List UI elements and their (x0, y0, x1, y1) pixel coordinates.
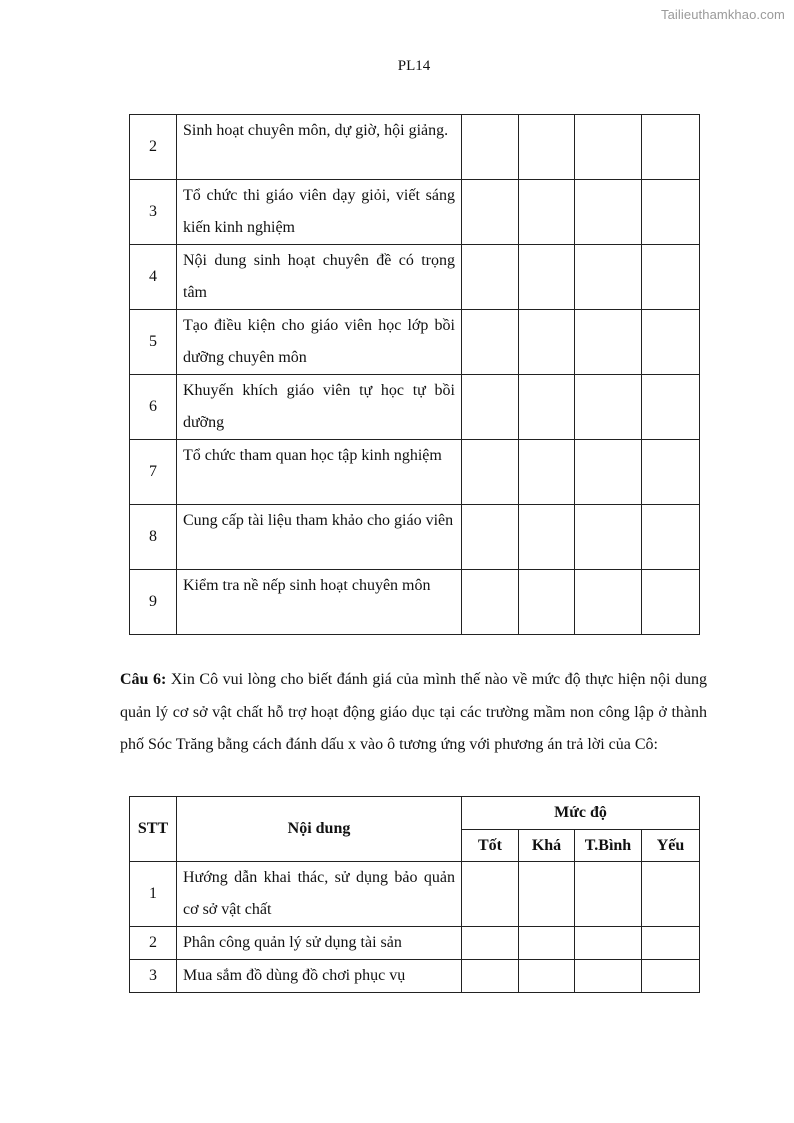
rating-cell[interactable] (575, 375, 642, 440)
question-6 (120, 664, 707, 762)
page-number: PL14 (397, 58, 431, 74)
row-number: 9 (130, 570, 177, 635)
rating-cell[interactable] (642, 862, 700, 927)
rating-cell[interactable] (642, 960, 700, 993)
table-row (130, 927, 700, 960)
rating-cell[interactable] (575, 960, 642, 993)
rating-cell[interactable] (519, 862, 575, 927)
table-row (130, 115, 700, 180)
rating-cell[interactable] (519, 440, 575, 505)
rating-cell[interactable] (462, 960, 519, 993)
rating-cell[interactable] (519, 115, 575, 180)
row-content: Hướng dẫn khai thác, sử dụng bảo quản cơ sở vật chất (177, 862, 462, 927)
rating-cell[interactable] (575, 927, 642, 960)
row-content: Mua sắm đồ dùng đồ chơi phục vụ (177, 960, 462, 993)
table-row (130, 505, 700, 570)
rating-cell[interactable] (642, 180, 700, 245)
rating-cell[interactable] (462, 927, 519, 960)
rating-cell[interactable] (519, 310, 575, 375)
rating-cell[interactable] (575, 310, 642, 375)
row-number: 2 (130, 115, 177, 180)
rating-cell[interactable] (462, 115, 519, 180)
table-row (130, 245, 700, 310)
rating-cell[interactable] (575, 505, 642, 570)
rating-cell[interactable] (462, 440, 519, 505)
facilities-table (129, 796, 700, 993)
question-text: Xin Cô vui lòng cho biết đánh giá của mình thế nào về mức độ thực hiện nội dung quản lý cơ sở vật chất hỗ trợ hoạt động giáo dục tại các trường mầm non công lập ở thành phố Sóc Trăng bằng cách đánh dấu x vào ô tương ứng với phương án trả lời của Cô: (120, 671, 708, 753)
table-row (130, 960, 700, 993)
rating-cell[interactable] (642, 927, 700, 960)
rating-cell[interactable] (519, 960, 575, 993)
rating-cell[interactable] (519, 927, 575, 960)
header-stt: STT (130, 797, 177, 862)
table-row (130, 310, 700, 375)
row-number: 6 (130, 375, 177, 440)
rating-cell[interactable] (575, 862, 642, 927)
rating-cell[interactable] (462, 375, 519, 440)
row-content: Cung cấp tài liệu tham khảo cho giáo viên (177, 505, 462, 570)
table-row (130, 570, 700, 635)
rating-cell[interactable] (642, 570, 700, 635)
row-content: Tổ chức thi giáo viên dạy giỏi, viết sáng kiến kinh nghiệm (177, 180, 462, 245)
rating-cell[interactable] (575, 570, 642, 635)
header-level-weak: Yếu (642, 830, 700, 862)
rating-cell[interactable] (575, 440, 642, 505)
table-row (130, 180, 700, 245)
row-content: Nội dung sinh hoạt chuyên đề có trọng tâm (177, 245, 462, 310)
rating-cell[interactable] (519, 505, 575, 570)
row-content: Tạo điều kiện cho giáo viên học lớp bồi dưỡng chuyên môn (177, 310, 462, 375)
row-content: Sinh hoạt chuyên môn, dự giờ, hội giảng. (177, 115, 462, 180)
row-content: Khuyến khích giáo viên tự học tự bồi dưỡng (177, 375, 462, 440)
header-content: Nội dung (177, 797, 462, 862)
header-level-fair: Khá (519, 830, 575, 862)
row-number: 1 (130, 862, 177, 927)
header-level-good: Tốt (462, 830, 519, 862)
rating-cell[interactable] (462, 180, 519, 245)
rating-cell[interactable] (575, 245, 642, 310)
rating-cell[interactable] (575, 115, 642, 180)
rating-cell[interactable] (462, 245, 519, 310)
rating-cell[interactable] (462, 862, 519, 927)
table-row (130, 862, 700, 927)
row-number: 3 (130, 180, 177, 245)
row-content: Kiểm tra nề nếp sinh hoạt chuyên môn (177, 570, 462, 635)
row-number: 8 (130, 505, 177, 570)
rating-cell[interactable] (642, 375, 700, 440)
evaluation-table-continued (129, 114, 700, 635)
rating-cell[interactable] (642, 245, 700, 310)
row-number: 7 (130, 440, 177, 505)
header-level-average: T.Bình (575, 830, 642, 862)
row-number: 3 (130, 960, 177, 993)
rating-cell[interactable] (642, 440, 700, 505)
row-content: Tổ chức tham quan học tập kinh nghiệm (177, 440, 462, 505)
row-number: 5 (130, 310, 177, 375)
rating-cell[interactable] (519, 375, 575, 440)
row-number: 4 (130, 245, 177, 310)
header-level: Mức độ (462, 797, 700, 830)
rating-cell[interactable] (642, 310, 700, 375)
row-number: 2 (130, 927, 177, 960)
rating-cell[interactable] (575, 180, 642, 245)
rating-cell[interactable] (642, 115, 700, 180)
watermark: Tailieuthamkhao.com (660, 7, 785, 22)
rating-cell[interactable] (519, 570, 575, 635)
rating-cell[interactable] (519, 180, 575, 245)
rating-cell[interactable] (642, 505, 700, 570)
rating-cell[interactable] (519, 245, 575, 310)
rating-cell[interactable] (462, 570, 519, 635)
table-row (130, 440, 700, 505)
rating-cell[interactable] (462, 310, 519, 375)
table-row (130, 375, 700, 440)
question-label: Câu 6: (120, 671, 167, 688)
rating-cell[interactable] (462, 505, 519, 570)
row-content: Phân công quản lý sử dụng tài sản (177, 927, 462, 960)
